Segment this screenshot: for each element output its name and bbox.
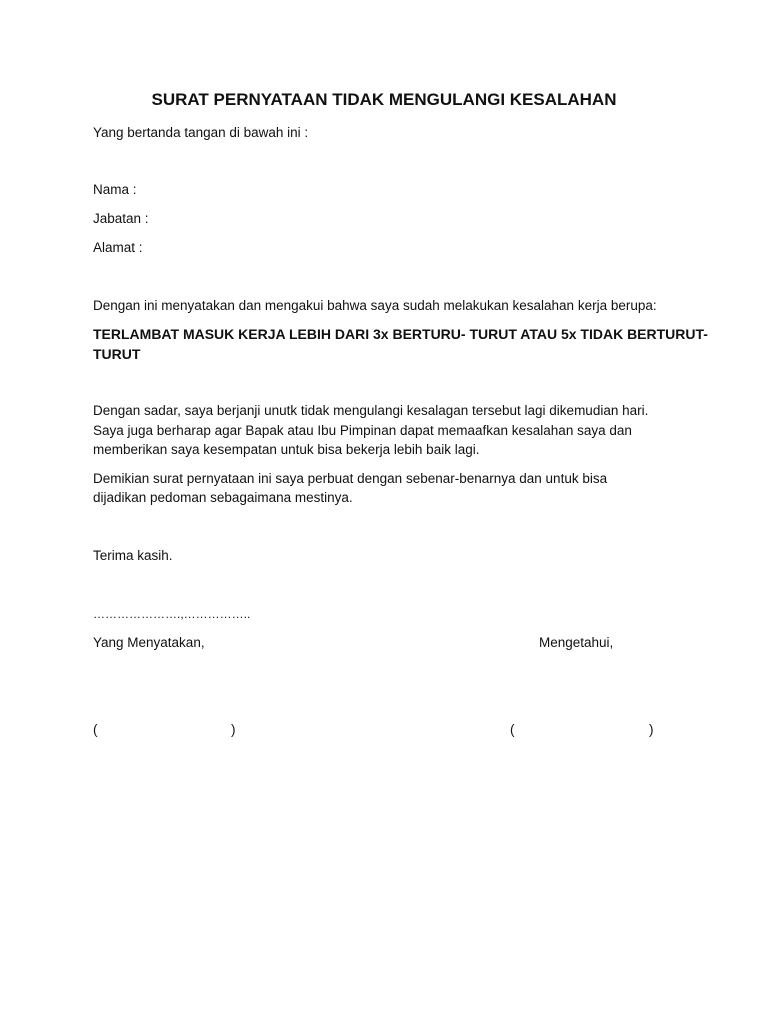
right-signature-open-paren: (	[510, 722, 515, 737]
promise-line-1: Dengan sadar, saya berjanji unutk tidak mengulangi kesalagan tersebut lagi dikemudian hari.	[93, 403, 649, 418]
left-signature-close-paren: )	[231, 722, 236, 737]
letter-title: SURAT PERNYATAAN TIDAK MENGULANGI KESALAHAN	[151, 90, 617, 109]
promise-line-3: memberikan saya kesempatan untuk bisa bekerja lebih baik lagi.	[93, 442, 480, 457]
offense-line-1: TERLAMBAT MASUK KERJA LEBIH DARI 3x BERTURU- TURUT ATAU 5x TIDAK BERTURUT-	[93, 326, 708, 342]
field-alamat: Alamat :	[93, 240, 143, 255]
thanks-text: Terima kasih.	[93, 548, 173, 563]
statement-intro: Dengan ini menyatakan dan mengakui bahwa saya sudah melakukan kesalahan kerja berupa:	[93, 298, 657, 313]
promise-line-2: Saya juga berharap agar Bapak atau Ibu Pimpinan dapat memaafkan kesalahan saya dan	[93, 423, 632, 438]
place-date: ………………….,……………..	[93, 607, 251, 621]
left-signature-open-paren: (	[93, 722, 98, 737]
closing-line-2: dijadikan pedoman sebagaimana mestinya.	[93, 490, 353, 505]
signer-right-label: Mengetahui,	[539, 635, 614, 650]
field-nama: Nama :	[93, 182, 137, 197]
right-signature-close-paren: )	[649, 722, 654, 737]
signer-left-label: Yang Menyatakan,	[93, 635, 205, 650]
closing-line-1: Demikian surat pernyataan ini saya perbuat dengan sebenar-benarnya dan untuk bisa	[93, 471, 608, 486]
offense-line-2: TURUT	[93, 346, 141, 362]
field-jabatan: Jabatan :	[93, 211, 149, 226]
intro-text: Yang bertanda tangan di bawah ini :	[93, 125, 309, 140]
